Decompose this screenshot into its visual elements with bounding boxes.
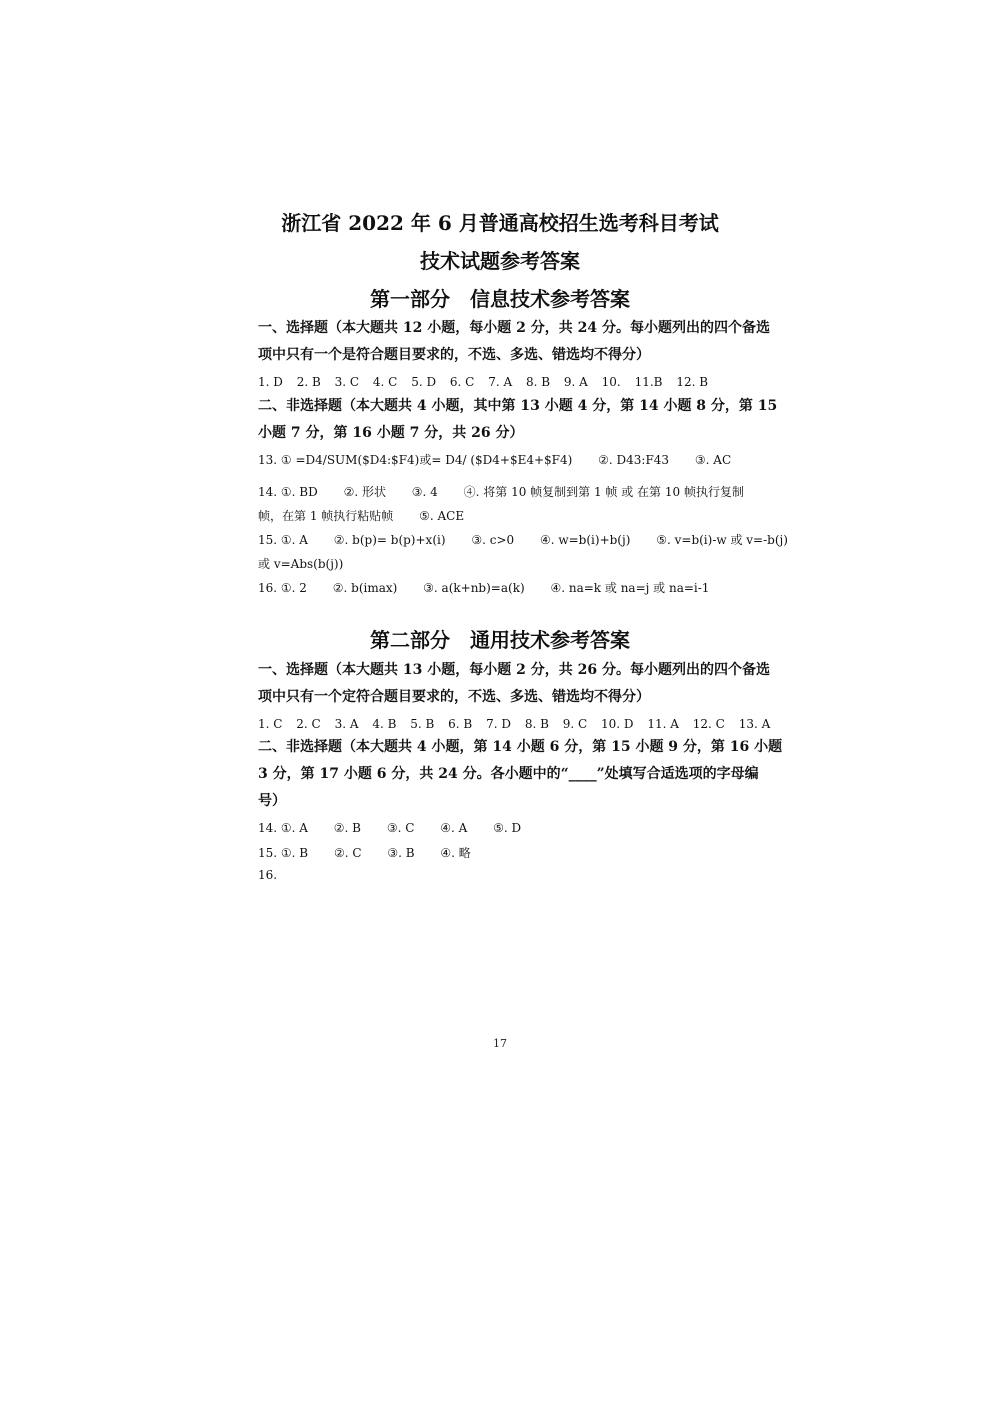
answer-item: 7. D [486, 717, 511, 731]
answer-item: 1. C [258, 717, 283, 731]
answer-item: 5. B [410, 717, 435, 731]
answer-item: 9. A [563, 375, 588, 389]
part1-heading: 第一部分 信息技术参考答案 [370, 287, 630, 311]
answer-q13 [258, 451, 753, 469]
answer-item: 11.B [634, 375, 663, 389]
part1-section1-desc-line2: 项中只有一个是符合题目要求的，不选、多选、错选均不得分） [258, 347, 650, 363]
answer-part: ⑤. D [493, 821, 522, 835]
answer-item: 4. C [372, 375, 398, 389]
answer-item: 7. A [488, 375, 513, 389]
answer-item: 2. B [296, 375, 321, 389]
answer-part: ②. b(p)= b(p)+x(i) [333, 533, 446, 547]
answer-part: 16. ①. 2 [258, 581, 307, 595]
part1-section2-desc-line2: 小题 7 分，第 16 小题 7 分，共 26 分） [258, 425, 524, 441]
answer-part: 14. ①. BD [258, 485, 318, 499]
answer-part: ②. C [333, 846, 362, 860]
answer-item: 2. C [296, 717, 321, 731]
answer-part: 15. ①. B [258, 846, 309, 860]
answer-part: ③. B [387, 846, 415, 860]
answer-q15-line1 [258, 531, 788, 549]
answer-part: ②. b(imax) [332, 581, 398, 595]
answer-part: ③. a(k+nb)=a(k) [423, 581, 525, 595]
part2-section2-desc-line2: 3 分，第 17 小题 6 分，共 24 分。各小题中的“____”处填写合适选项的字母编 [258, 766, 759, 782]
part2-section2-desc-line1: 二、非选择题（本大题共 4 小题，第 14 小题 6 分，第 15 小题 9 分，第 16 小题 [258, 739, 783, 755]
answer-q14-line1 [258, 483, 753, 501]
part2-section1-desc-line1: 一、选择题（本大题共 13 小题，每小题 2 分，共 26 分。每小题列出的四个备选 [258, 662, 770, 678]
answer-item: 4. B [372, 717, 397, 731]
answer-part: 13. ① =D4/SUM($D4:$F4)或= D4/ ($D4+$E4+$F4) [258, 453, 573, 467]
answer-p2-q16: 16. [258, 868, 278, 882]
answer-part: 14. ①. A [258, 821, 308, 835]
answer-item: 12. C [692, 717, 725, 731]
page-number: 17 [493, 1037, 507, 1050]
answer-item: 1. D [258, 375, 283, 389]
answer-item: 6. C [449, 375, 475, 389]
answer-item: 3. C [334, 375, 360, 389]
part1-section1-desc-line1: 一、选择题（本大题共 12 小题，每小题 2 分，共 24 分。每小题列出的四个备选 [258, 320, 770, 336]
answer-part: ④. 将第 10 帧复制到第 1 帧 或 在第 10 帧执行复制 [463, 485, 744, 499]
answer-item: 5. D [411, 375, 437, 389]
answer-part: ②. B [333, 821, 361, 835]
answer-item: 9. C [562, 717, 588, 731]
part1-mc-answers [258, 373, 753, 391]
answer-p2-q14 [258, 819, 753, 837]
answer-part: ③. AC [694, 453, 732, 467]
answer-part: ④. 略 [440, 846, 471, 860]
answer-item: 13. A [738, 717, 771, 731]
answer-q14-line2 [258, 507, 753, 525]
answer-item: 10. [601, 375, 621, 389]
answer-item: 3. A [334, 717, 359, 731]
answer-part: ②. 形状 [343, 485, 386, 499]
answer-part: 15. ①. A [258, 533, 308, 547]
answer-item: 8. B [524, 717, 549, 731]
answer-part: ④. w=b(i)+b(j) [539, 533, 631, 547]
answer-part: ②. D43:F43 [598, 453, 670, 467]
answer-part: ④. na=k 或 na=j 或 na=i-1 [550, 581, 710, 595]
part2-heading: 第二部分 通用技术参考答案 [370, 628, 630, 652]
answer-item: 12. B [676, 375, 709, 389]
answer-item: 8. B [525, 375, 551, 389]
answer-part: ③. c>0 [471, 533, 515, 547]
part2-section2-desc-line3: 号） [258, 793, 286, 809]
exam-title: 浙江省 2022 年 6 月普通高校招生选考科目考试 [281, 211, 719, 235]
answer-p2-q15 [258, 844, 753, 862]
answer-item: 6. B [448, 717, 473, 731]
exam-subtitle: 技术试题参考答案 [420, 249, 580, 273]
part2-mc-answers [258, 715, 771, 733]
answer-part: ⑤. ACE [419, 509, 465, 523]
part2-section1-desc-line2: 项中只有一个定符合题目要求的，不选、多选、错选均不得分） [258, 689, 650, 705]
answer-item: 10. D [601, 717, 634, 731]
answer-item: 11. A [647, 717, 679, 731]
answer-part: ③. C [386, 821, 415, 835]
answer-part: 帧，在第 1 帧执行粘贴帧 [258, 509, 394, 523]
answer-q15-line2: 或 v=Abs(b(j)) [258, 557, 344, 571]
answer-part: ④. A [440, 821, 468, 835]
part1-section2-desc-line1: 二、非选择题（本大题共 4 小题，其中第 13 小题 4 分，第 14 小题 8 分，第 15 [258, 398, 778, 414]
answer-q16 [258, 579, 753, 597]
answer-part: ⑤. v=b(i)-w 或 v=-b(j) [656, 533, 788, 547]
answer-part: ③. 4 [411, 485, 438, 499]
